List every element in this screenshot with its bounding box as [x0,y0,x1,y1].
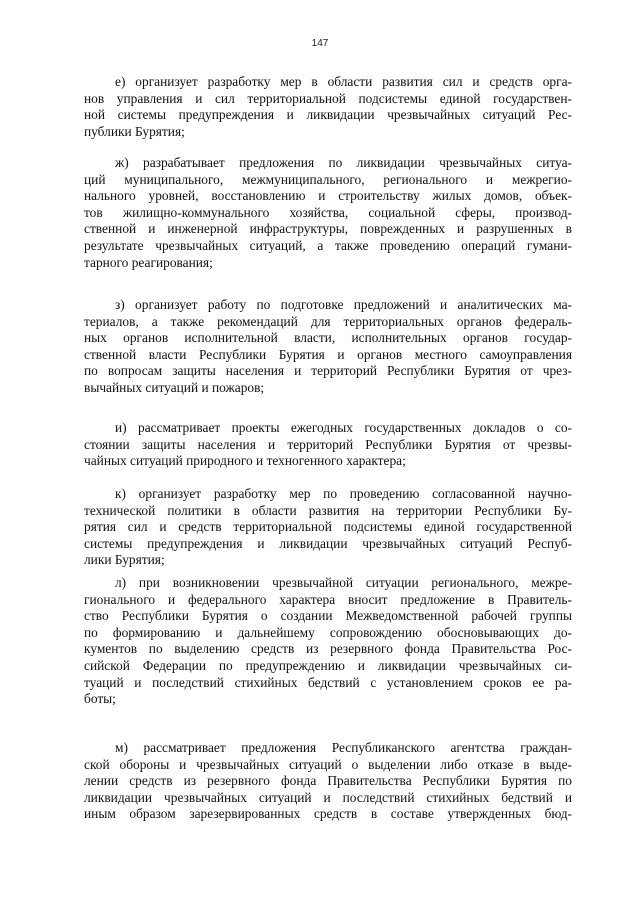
paragraph-line: ской обороны и чрезвычайных ситуаций о выделении либо отказе в выде- [84,756,572,772]
paragraph-line: ство Республики Бурятия о создании Межведомственной рабочей группы [84,608,572,624]
paragraph-line: нов управления и сил территориальной подсистемы единой государствен- [84,90,572,106]
paragraph-line: по вопросам защиты населения и территорий Республики Бурятия от чрез- [84,363,572,379]
paragraph-i [84,420,572,470]
paragraph-line: иным образом зарезервированных средств в составе утвержденных бюд- [84,806,572,822]
paragraph-line: м) рассматривает предложения Республиканского агентства граждан- [115,740,572,755]
paragraph-line: ных органов исполнительной власти, исполнительных органов государ- [84,330,572,346]
paragraph-line: вычайных ситуаций и пожаров; [84,379,265,395]
paragraph-m [84,740,572,823]
paragraph-line: сийской Федерации по предупреждению и ликвидации чрезвычайных си- [84,657,572,673]
paragraph-line: тарного реагирования; [84,254,213,270]
paragraph-line: боты; [84,691,116,707]
paragraph-line: рятия сил и средств территориальной подсистемы единой государственной [84,519,572,535]
paragraph-zh [84,155,572,271]
paragraph-line: е) организует разработку мер в области развития сил и средств орга- [115,74,572,89]
paragraph-line: ликвидации чрезвычайных ситуаций и последствий стихийных бедствий и [84,789,572,805]
paragraph-line: з) организует работу по подготовке предложений и аналитических ма- [115,297,572,312]
paragraph-z [84,297,572,397]
page-number: 147 [311,38,329,49]
paragraph-e [84,74,572,140]
paragraph-line: публики Бурятия; [84,123,185,139]
paragraph-line: и) рассматривает проекты ежегодных государственных докладов о со- [115,420,572,435]
paragraph-line: лики Бурятия; [84,552,165,568]
paragraph-line: ственной и инженерной инфраструктуры, поврежденных и разрушенных в [84,221,572,237]
paragraph-line: по формированию и дальнейшему сопровождению обосновывающих до- [84,624,572,640]
paragraph-line: гионального и федерального характера вносит предложение в Правитель- [84,591,572,607]
paragraph-line: териалов, а также рекомендаций для территориальных органов федераль- [84,313,572,329]
paragraph-line: л) при возникновении чрезвычайной ситуации регионального, межре- [115,575,572,590]
paragraph-line: ной системы предупреждения и ликвидации чрезвычайных ситуаций Рес- [84,107,572,123]
paragraph-line: результате чрезвычайных ситуаций, а также проведению операций гумани- [84,237,572,253]
paragraph-line: системы предупреждения и ликвидации чрезвычайных ситуаций Респуб- [84,535,572,551]
paragraph-line: лении средств из резервного фонда Правительства Республики Бурятия по [84,773,572,789]
paragraph-k [84,486,572,569]
paragraph-line: ж) разрабатывает предложения по ликвидации чрезвычайных ситуа- [115,155,572,170]
paragraph-line: стоянии защиты населения и территорий Республики Бурятия от чрезвы- [84,436,572,452]
paragraph-line: кументов по выделению средств из резервного фонда Правительства Рос- [84,641,572,657]
paragraph-line: тов жилищно-коммунального хозяйства, социальной сферы, производ- [84,204,572,220]
paragraph-l [84,575,572,708]
paragraph-line: нального уровней, восстановлению и строительству жилых домов, объек- [84,188,572,204]
paragraph-line: к) организует разработку мер по проведению согласованной научно- [115,486,572,501]
paragraph-line: туаций и последствий стихийных бедствий с установлением сроков ее ра- [84,674,572,690]
paragraph-line: технической политики в области развития на территории Республики Бу- [84,502,572,518]
paragraph-line: ственной власти Республики Бурятия и органов местного самоуправления [84,346,572,362]
paragraph-line: ций муниципального, межмуниципального, регионального и межрегио- [84,171,572,187]
paragraph-line: чайных ситуаций природного и техногенного характера; [84,453,406,469]
